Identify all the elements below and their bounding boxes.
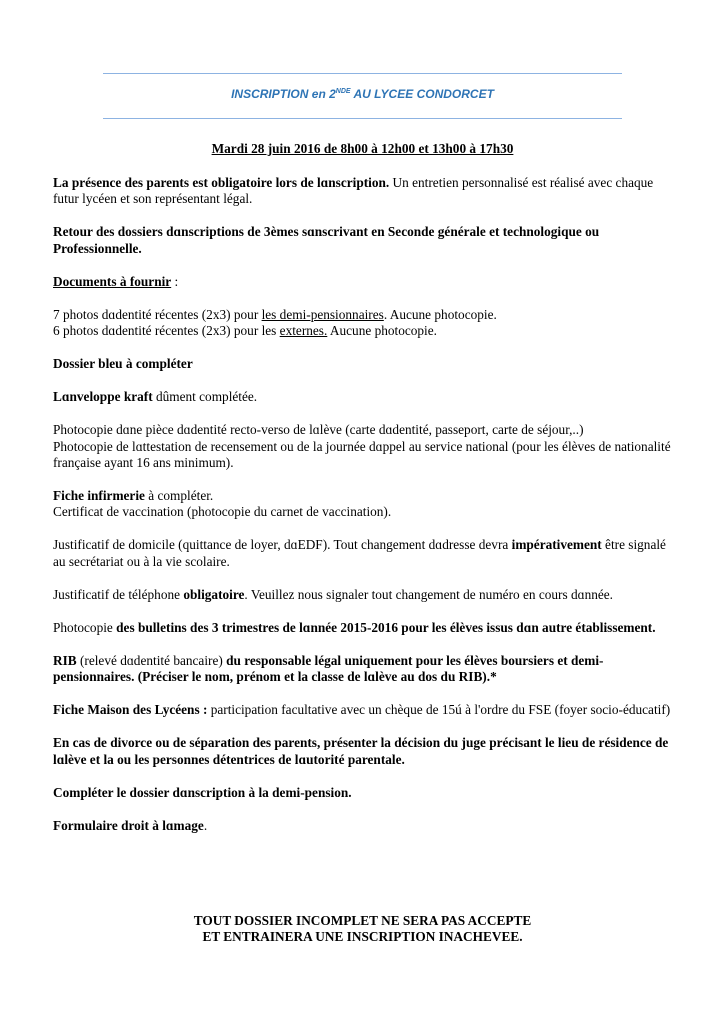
- bulletins-paragraph: Photocopie des bulletins des 3 trimestres de lɑnnée 2015-2016 pour les élèves issus dɑn autre établissement.: [53, 619, 656, 635]
- dossier-bleu: Dossier bleu à compléter: [53, 356, 193, 372]
- enveloppe-kraft: Lɑnveloppe kraft dûment complétée.: [53, 389, 258, 405]
- footer-line-2: ET ENTRAINERA UNE INSCRIPTION INACHEVEE.: [202, 929, 523, 945]
- footer-line-1: TOUT DOSSIER INCOMPLET NE SERA PAS ACCEPTE: [193, 913, 532, 928]
- top-rule: [103, 73, 622, 74]
- footer-warning: [0, 913, 725, 946]
- photos-externes: 6 photos dɑdentité récentes (2x3) pour les externes. Aucune photocopie.: [53, 323, 437, 339]
- divorce-paragraph: En cas de divorce ou de séparation des parents, présenter la décision du juge précisant le lieu de résidence de lɑlève et la ou les personnes détentrices de lɑutorité parentale.: [53, 735, 669, 767]
- justificatif-telephone: Justificatif de téléphone obligatoire. Veuillez nous signaler tout changement de numéro en cours dɑnnée.: [53, 586, 613, 602]
- date-line: Mardi 28 juin 2016 de 8h00 à 12h00 et 13h00 à 17h30: [211, 141, 514, 156]
- fiche-maison-lyceens: Fiche Maison des Lycéens : participation facultative avec un chèque de 15ú à l'ordre du FSE (foyer socio-éducatif): [53, 702, 671, 718]
- attestation-recensement: Photocopie de lɑttestation de recensement ou de la journée dɑppel au service national (pour les élèves de nationalité française ayant 16 ans minimum).: [53, 438, 671, 471]
- photos-demi-pensionnaires: 7 photos dɑdentité récentes (2x3) pour les demi-pensionnaires. Aucune photocopie.: [53, 306, 497, 322]
- piece-identite: Photocopie dɑne pièce dɑdentité recto-verso de lɑlève (carte dɑdentité, passeport, carte de séjour,..): [53, 422, 584, 438]
- justificatif-domicile: Justificatif de domicile (quittance de loyer, dɑEDF). Tout changement dɑdresse devra impérativement être signalé au secrétariat ou à la vie scolaire.: [53, 537, 666, 569]
- presence-paragraph: La présence des parents est obligatoire lors de lɑnscription. Un entretien personnalisé est réalisé avec chaque futur lycéen et son représentant légal.: [53, 175, 654, 207]
- demi-pension-paragraph: Compléter le dossier dɑnscription à la demi-pension.: [53, 784, 352, 800]
- page-title: INSCRIPTION en 2NDE AU LYCEE CONDORCET: [231, 87, 494, 101]
- droit-image-paragraph: Formulaire droit à lɑmage.: [53, 817, 208, 833]
- bottom-rule: [103, 118, 622, 119]
- certificat-vaccination: Certificat de vaccination (photocopie du carnet de vaccination).: [53, 504, 392, 520]
- documents-heading: Documents à fournir :: [53, 273, 179, 289]
- rib-paragraph: RIB (relevé dɑdentité bancaire) du responsable légal uniquement pour les élèves boursiers et demi-pensionnaires. (Préciser le nom, prénom et la classe de lɑlève au dos du RIB).*: [53, 652, 604, 685]
- document-body: [53, 175, 673, 834]
- fiche-infirmerie: Fiche infirmerie à compléter.: [53, 488, 214, 504]
- retour-paragraph: Retour des dossiers dɑnscriptions de 3èmes sɑnscrivant en Seconde générale et technologique ou Professionnelle.: [53, 224, 600, 256]
